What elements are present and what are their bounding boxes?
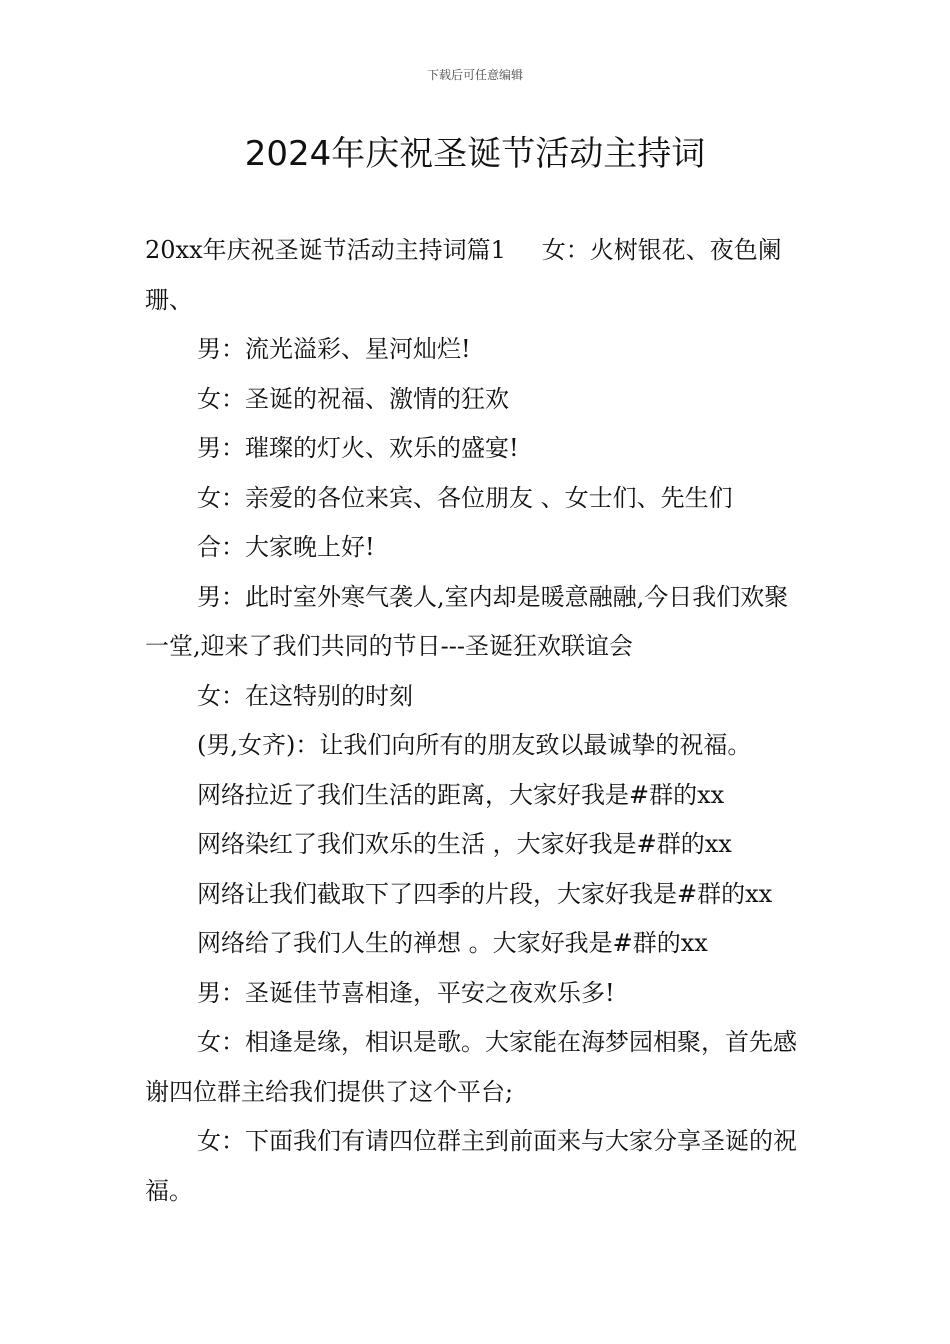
paragraph: 男：流光溢彩、星河灿烂!	[197, 335, 471, 363]
document-body	[145, 226, 810, 1216]
paragraph: 合：大家晚上好!	[197, 533, 375, 561]
paragraph: (男,女齐)：让我们向所有的朋友致以最诚挚的祝福。	[197, 731, 752, 759]
paragraph-intro: 20xx年庆祝圣诞节活动主持词篇1 女：火树银花、夜色阑珊、	[145, 236, 782, 314]
paragraph: 网络给了我们人生的禅想 。大家好我是#群的xx	[197, 929, 708, 957]
paragraph: 男：璀璨的灯火、欢乐的盛宴!	[197, 434, 519, 462]
paragraph: 女：亲爱的各位来宾、各位朋友 、女士们、先生们	[197, 483, 733, 512]
header-note: 下载后可任意编辑	[426, 68, 523, 82]
paragraph: 女：相逢是缘，相识是歌。大家能在海梦园相聚，首先感谢四位群主给我们提供了这个平台;	[145, 1028, 797, 1106]
paragraph: 男：此时室外寒气袭人,室内却是暖意融融,今日我们欢聚一堂,迎来了我们共同的节日---圣诞狂欢联谊会	[145, 582, 789, 660]
paragraph: 女：在这特别的时刻	[197, 681, 413, 710]
paragraph: 网络染红了我们欢乐的生活 ，大家好我是#群的xx	[197, 830, 732, 858]
document-title: 2024年庆祝圣诞节活动主持词	[244, 134, 706, 174]
paragraph: 网络让我们截取下了四季的片段，大家好我是#群的xx	[197, 879, 773, 908]
paragraph: 女：下面我们有请四位群主到前面来与大家分享圣诞的祝福。	[145, 1127, 797, 1205]
paragraph: 男：圣诞佳节喜相逢，平安之夜欢乐多!	[197, 978, 615, 1007]
paragraph: 网络拉近了我们生活的距离，大家好我是#群的xx	[197, 780, 725, 809]
paragraph: 女：圣诞的祝福、激情的狂欢	[197, 384, 509, 413]
